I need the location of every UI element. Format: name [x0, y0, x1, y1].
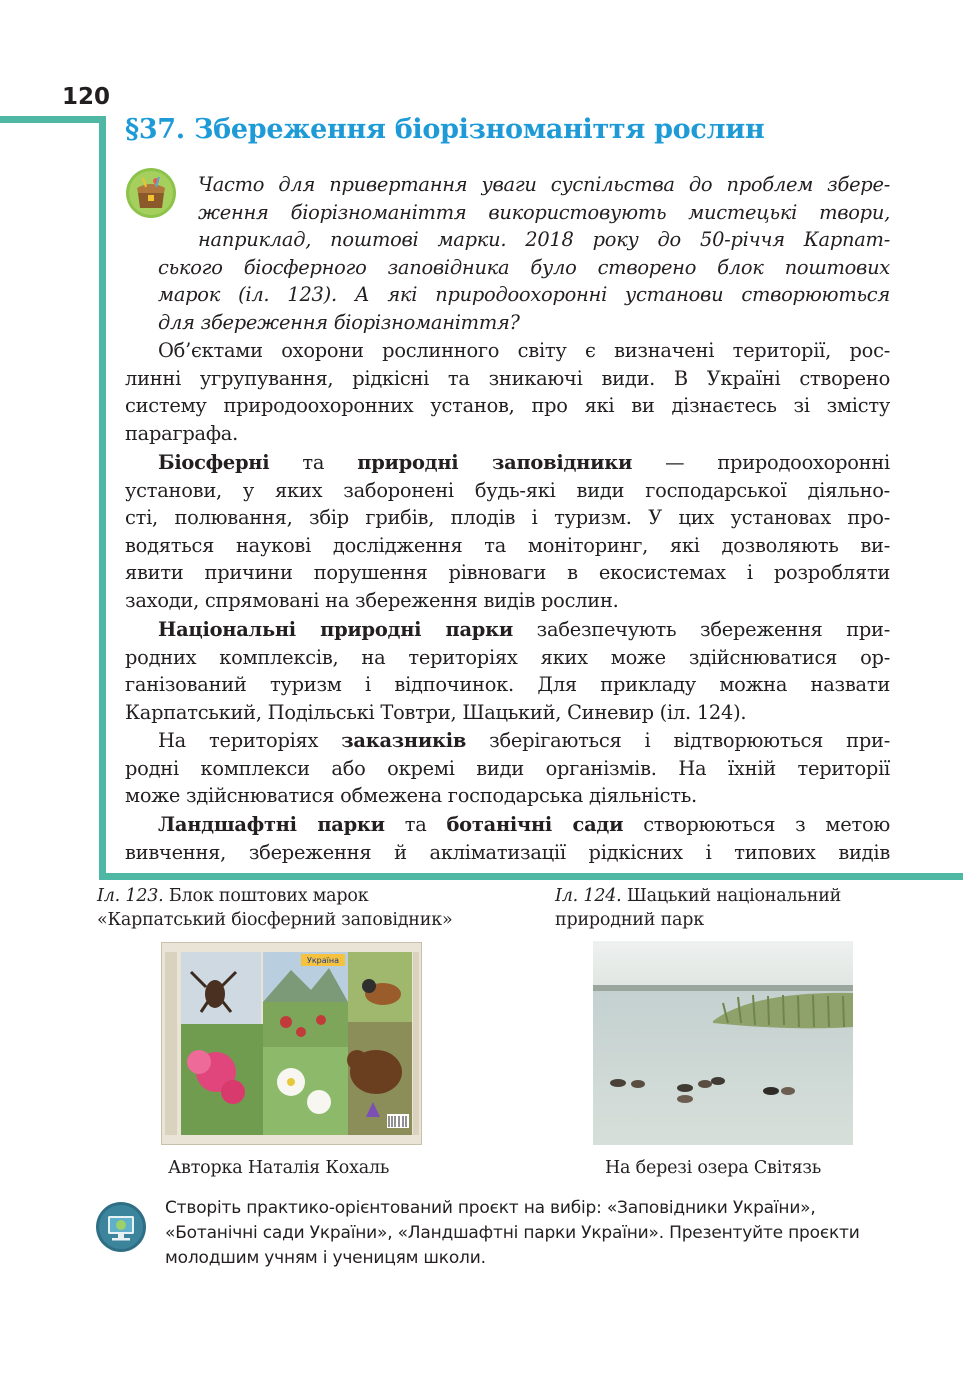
text-line: ганізований туризм і відпочинок. Для прикладу можна назвати — [125, 673, 890, 697]
intro-question — [125, 171, 890, 337]
intro-line: Часто для привертання уваги суспільства до проблем збере- — [198, 173, 890, 196]
text-line: родних комплексів, на територіях яких може здійснюватися ор- — [125, 645, 890, 669]
text-line — [158, 449, 890, 477]
text-line: явити причини порушення рівноваги в екосистемах і розробляти — [125, 561, 890, 585]
text-line: Карпатський, Подільські Товтри, Шацький, Синевир (іл. 124). — [125, 700, 747, 724]
text-line: линні угрупування, рідкісні та зникаючі види. В Україні створено — [125, 366, 890, 390]
intro-line: ження біорізноманіття використовують мистецькі твори, — [198, 200, 890, 224]
text-fragment: створюються з метою — [623, 813, 891, 836]
paragraph-landscape-parks — [125, 811, 890, 866]
intro-line: ського біосферного заповідника було створено блок поштових — [158, 255, 890, 279]
figure-124-credit: На березі озера Світязь — [605, 1158, 822, 1178]
caption-text: природний парк — [555, 910, 705, 930]
term-national-parks: Національні природні парки — [158, 618, 513, 641]
text-line: водяться наукові дослідження та моніторинг, які дозволяють ви- — [125, 533, 890, 557]
text-line: може здійснюватися обмежена господарська діяльність. — [125, 784, 697, 808]
text-line: сті, полювання, збір грибів, плодів і туризм. У цих установах про- — [125, 506, 890, 530]
lake-photo — [593, 941, 853, 1145]
computer-globe-icon — [96, 1202, 146, 1252]
intro-line: марок (іл. 123). А які природоохоронні установи створюються — [158, 283, 890, 307]
caption-text: Шацький національний — [621, 886, 842, 906]
project-task-text: Створіть практико-орієнтований проєкт на вибір: «Заповідники України», «Ботанічні сади України», «Ландшафтні парки України». Презентуйте проєкти молодшим учням і ученицям школи. — [165, 1198, 860, 1268]
figure-124-caption — [555, 884, 841, 932]
intro-line: наприклад, поштові марки. 2018 року до 50-річчя Карпат- — [198, 228, 890, 252]
paragraph-national-parks — [125, 616, 890, 726]
text-fragment: та — [384, 813, 447, 836]
text-line: родні комплекси або окремі види організмів. На їхній території — [125, 756, 890, 780]
lake-illustration — [593, 941, 853, 1145]
stamp-country-text: Україна — [306, 956, 340, 965]
term-landscape-parks: Ландшафтні парки — [158, 813, 385, 836]
figure-123-caption — [97, 884, 452, 932]
frame-left-rule — [99, 116, 106, 880]
text-fragment: та — [269, 451, 358, 474]
text-fragment: забезпечують збереження при- — [513, 618, 891, 641]
caption-text: «Карпатський біосферний заповідник» — [97, 910, 453, 930]
text-line: Об’єктами охорони рослинного світу є визначені території, рос- — [158, 339, 890, 362]
text-line: установи, у яких заборонені будь-які види господарської діяльно- — [125, 478, 890, 502]
text-line: вивчення, збереження й акліматизації рідкісних і типових видів — [125, 840, 890, 864]
text-line: параграфа. — [125, 421, 238, 445]
figure-label: Іл. 124. — [555, 886, 622, 906]
term-nature-reserves: природні заповідники — [357, 451, 633, 474]
text-line: систему природоохоронних установ, про які ви дізнаєтесь зі змісту — [125, 394, 890, 418]
paragraph-reserves — [125, 449, 890, 615]
text-line: заходи, спрямовані на збереження видів рослин. — [125, 588, 619, 612]
page-number: 120 — [62, 84, 111, 110]
text-fragment: — природоохоронні — [632, 451, 890, 474]
frame-bottom-rule — [99, 873, 963, 880]
text-fragment: зберігаються і відтворюються при- — [466, 729, 890, 752]
section-title: §37. Збереження біорізноманіття рослин — [125, 114, 765, 145]
text-line — [158, 616, 890, 644]
caption-text: Блок поштових марок — [163, 886, 369, 906]
text-fragment: На територіях — [158, 729, 342, 752]
paragraph-sanctuaries — [125, 727, 890, 810]
frame-top-rule — [0, 116, 106, 123]
text-line — [158, 727, 890, 755]
stamp-block-image — [161, 942, 422, 1145]
paragraph-objects — [125, 337, 890, 447]
term-botanical-gardens: ботанічні сади — [446, 813, 624, 836]
term-biosphere: Біосферні — [158, 451, 270, 474]
intro-line: для збереження біорізноманіття? — [158, 310, 520, 334]
figure-123-credit: Авторка Наталія Кохаль — [168, 1158, 390, 1178]
text-line — [158, 811, 890, 839]
term-sanctuaries: заказників — [341, 729, 467, 752]
figure-label: Іл. 123. — [97, 886, 164, 906]
stamp-block-illustration — [161, 942, 422, 1145]
